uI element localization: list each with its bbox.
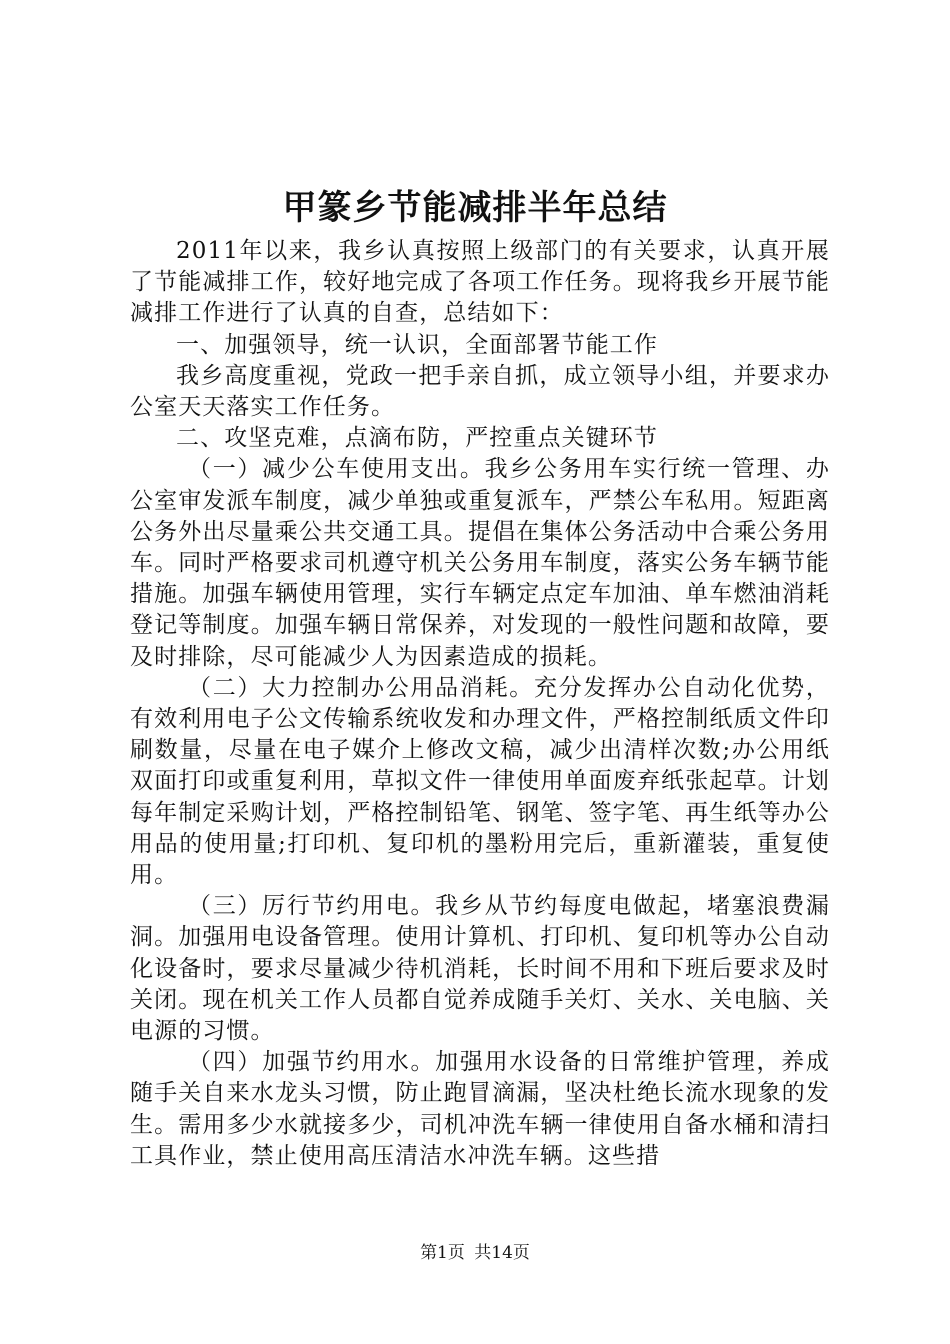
page-number: 第1页 — [420, 1243, 465, 1263]
section-heading-1: 一、加强领导，统一认识，全面部署节能工作 — [176, 331, 658, 358]
intro-paragraph: 2011年以来，我乡认真按照上级部门的有关要求，认真开展了节能减排工作，较好地完成了各项工作任务。现将我乡开展节能减排工作进行了认真的自查，总结如下： — [130, 238, 830, 327]
body-paragraph: （四）加强节约用水。加强用水设备的日常维护管理，养成随手关自来水龙头习惯，防止跑冒滴漏，坚决杜绝长流水现象的发生。需用多少水就接多少，司机冲洗车辆一律使用自备水桶和清扫工具作业，禁止使用高压清洁水冲洗车辆。这些措 — [130, 1049, 830, 1169]
document-body — [130, 236, 830, 1172]
page-total: 共14页 — [474, 1243, 530, 1263]
body-paragraph: （一）减少公车使用支出。我乡公务用车实行统一管理、办公室审发派车制度，减少单独或重复派车，严禁公车私用。短距离公务外出尽量乘公共交通工具。提倡在集体公务活动中合乘公务用车。同时严格要求司机遵守机关公务用车制度，落实公务车辆节能措施。加强车辆使用管理，实行车辆定点定车加油、单车燃油消耗登记等制度。加强车辆日常保养，对发现的一般性问题和故障，要及时排除，尽可能减少人为因素造成的损耗。 — [130, 456, 830, 670]
body-paragraph: （三）厉行节约用电。我乡从节约每度电做起，堵塞浪费漏洞。加强用电设备管理。使用计算机、打印机、复印机等办公自动化设备时，要求尽量减少待机消耗，长时间不用和下班后要求及时关闭。现在机关工作人员都自觉养成随手关灯、关水、关电脑、关电源的习惯。 — [130, 893, 830, 1045]
document-title: 甲篆乡节能减排半年总结 — [282, 188, 668, 228]
body-paragraph: （二）大力控制办公用品消耗。充分发挥办公自动化优势，有效利用电子公文传输系统收发和办理文件，严格控制纸质文件印刷数量，尽量在电子媒介上修改文稿，减少出清样次数;办公用纸双面打印或重复利用，草拟文件一律使用单面废弃纸张起草。计划每年制定采购计划，严格控制铅笔、钢笔、签字笔、再生纸等办公用品的使用量;打印机、复印机的墨粉用完后，重新灌装，重复使用。 — [130, 674, 830, 889]
page-footer — [0, 1241, 950, 1265]
section-heading-2: 二、攻坚克难，点滴布防，严控重点关键环节 — [176, 425, 658, 452]
body-paragraph: 我乡高度重视，党政一把手亲自抓，成立领导小组，并要求办公室天天落实工作任务。 — [130, 362, 830, 421]
